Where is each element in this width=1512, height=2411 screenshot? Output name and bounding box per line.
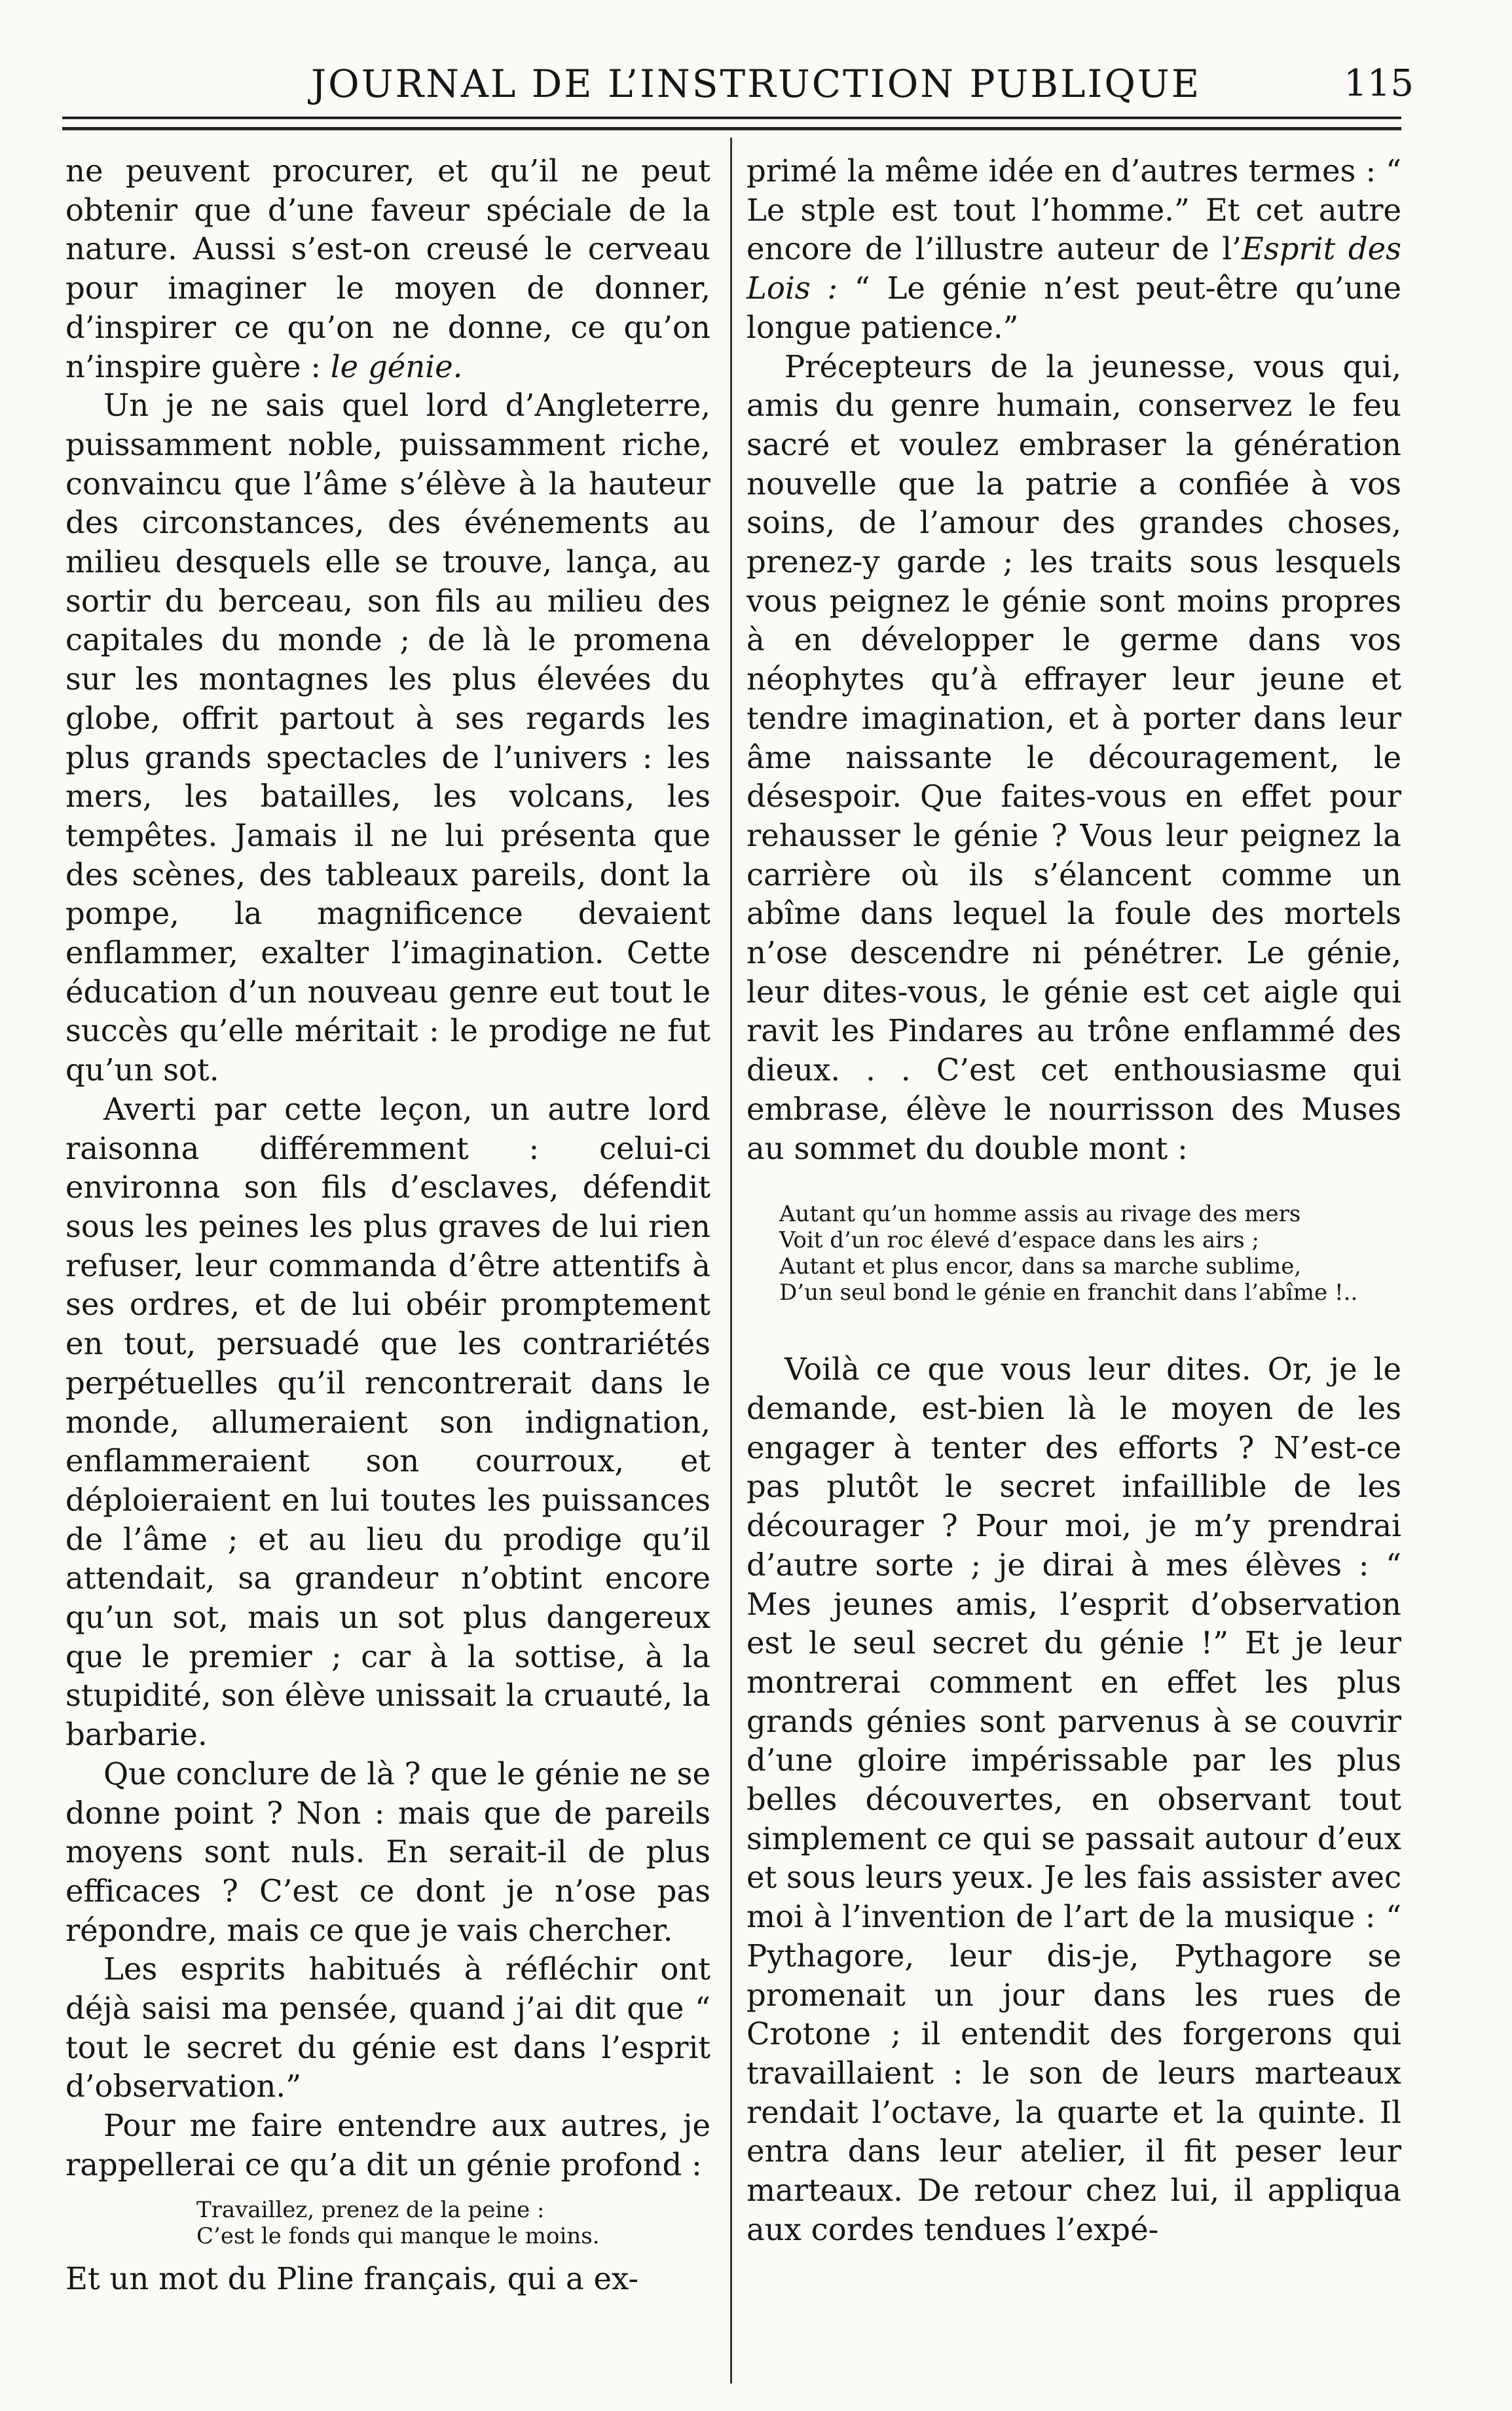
paragraph: Que conclure de là ? que le génie ne se donne point ? Non : mais que de pareils moyens sont nuls. En serait-il de plus efficaces ? C’est ce dont je n’ose pas répondre, mais ce que je vais chercher.	[65, 1756, 710, 1948]
journal-title: JOURNAL DE L’INSTRUCTION PUBLIQUE	[310, 62, 1202, 106]
paragraph: Voilà ce que vous leur dites. Or, je le demande, est-bien là le moyen de les engager à tenter des efforts ? N’est-ce pas plutôt le secret infaillible de les décourager ? Pour moi, je m’y prendrai d’autre sorte ; je dirai à mes élèves : “ Mes jeunes amis, l’esprit d’observation est le seul secret du génie !” Et je leur montrerai comment en effet les plus grands génies sont parvenus à se couvrir d’une gloire impérissable par les plus belles découvertes, en observant tout simplement ce qui se passait autour d’eux et sous leurs yeux. Je les fais assister avec moi à l’invention de l’art de la musique : “ Pythagore, leur dis-je, Pythagore se promenait un jour dans les rues de Crotone ; il entendit des forgerons qui travaillaient : le son de leurs marteaux rendait l’octave, la quarte et la quinte. Il entra dans leur atelier, il fit peser leur marteaux. De retour chez lui, il appliqua aux cordes tendues l’expé-	[747, 1352, 1401, 2247]
left-column	[65, 152, 710, 2298]
paragraph-text: ne peuvent procurer, et qu’il ne peut obtenir que d’une faveur spéciale de la nature. Aussi s’est-on creusé le cerveau pour imaginer le moyen de donner, d’inspirer ce qu’on ne donne, ce qu’on n’inspire guère :	[65, 153, 710, 384]
paragraph: Un je ne sais quel lord d’Angleterre, puissamment noble, puissamment riche, convaincu que l’âme s’élève à la hauteur des circonstances, des événements au milieu desquels elle se trouve, lança, au sortir du berceau, son fils au milieu des capitales du monde ; de là le promena sur les montagnes les plus élevées du globe, offrit partout à ses regards les plus grands spectacles de l’univers : les mers, les batailles, les volcans, les tempêtes. Jamais il ne lui présenta que des scènes, des tableaux pareils, dont la pompe, la magnificence devaient enflammer, exalter l’imagination. Cette éducation d’un nouveau genre eut tout le succès qu’elle méritait : le prodige ne fut qu’un sot.	[65, 388, 710, 1088]
paragraph: Précepteurs de la jeunesse, vous qui, amis du genre humain, conservez le feu sacré et voulez embraser la génération nouvelle que la patrie a confiée à vos soins, de l’amour des grandes choses, prenez-y garde ; les traits sous lesquels vous peignez le génie sont moins propres à en développer le germe dans vos néophytes qu’à effrayer leur jeune et tendre imagination, et à porter dans leur âme naissante le découragement, le désespoir. Que faites-vous en effet pour rehausser le génie ? Vous leur peignez la carrière où ils s’élancent comme un abîme dans lequel la foule des mortels n’ose descendre ni pénétrer. Le génie, leur dites-vous, le génie est cet aigle qui ravit les Pindares au trône enflammé des dieux. . . C’est cet enthousiasme qui embrase, élève le nourrisson des Muses au sommet du double mont :	[747, 348, 1401, 1166]
column-divider	[730, 138, 732, 2383]
verse-line: Travaillez, prenez de la peine :	[196, 2196, 545, 2223]
verse-quote	[196, 2197, 710, 2249]
page-number: 115	[1344, 62, 1414, 105]
verse-line: Voit d’un roc élevé d’espace dans les airs ;	[779, 1227, 1259, 1254]
running-header	[0, 58, 1512, 117]
verse-line: Autant qu’un homme assis au rivage des mers	[779, 1201, 1301, 1228]
header-rule-top	[62, 117, 1401, 119]
emphasis-text: le génie.	[330, 348, 463, 384]
verse-quote	[779, 1201, 1401, 1306]
paragraph	[747, 152, 1401, 348]
paragraph	[65, 152, 710, 386]
paragraph-text: primé la même idée en d’autres termes : “ Le stple est tout l’homme.” Et cet autre encore de l’illustre auteur de l’	[747, 153, 1401, 267]
emphasis-text: Esprit des Lois :	[747, 231, 1401, 306]
paragraph: Et un mot du Pline français, qui a ex-	[65, 2260, 639, 2296]
paragraph: Pour me faire entendre aux autres, je rappellerai ce qu’a dit un génie profond :	[65, 2108, 710, 2182]
paragraph-text: “ Le génie n’est peut-être qu’une longue patience.”	[747, 270, 1401, 345]
header-rule-bottom	[62, 127, 1401, 130]
paragraph: Les esprits habitués à réfléchir ont déjà saisi ma pensée, quand j’ai dit que “ tout le secret du génie est dans l’esprit d’observation.”	[65, 1951, 710, 2105]
right-column	[747, 152, 1401, 2249]
verse-line: C’est le fonds qui manque le moins.	[196, 2222, 600, 2249]
verse-line: D’un seul bond le génie en franchit dans l’abîme !..	[779, 1279, 1358, 1306]
paragraph: Averti par cette leçon, un autre lord raisonna différemment : celui-ci environna son fils d’esclaves, défendit sous les peines les plus graves de lui rien refuser, leur commanda d’être attentifs à ses ordres, et de lui obéir promptement en tout, persuadé que les contrariétés perpétuelles qu’il rencontrerait dans le monde, allumeraient son indignation, enflammeraient son courroux, et déploieraient en lui toutes les puissances de l’âme ; et au lieu du prodige qu’il attendait, sa grandeur n’obtint encore qu’un sot, mais un sot plus dangereux que le premier ; car à la sottise, à la stupidité, son élève unissait la cruauté, la barbarie.	[65, 1091, 710, 1753]
verse-line: Autant et plus encor, dans sa marche sublime,	[779, 1253, 1302, 1280]
